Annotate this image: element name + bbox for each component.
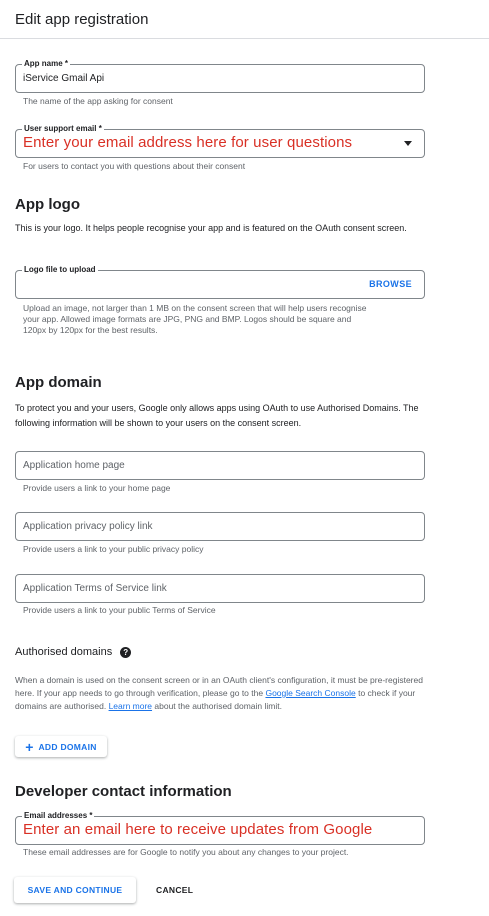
home-page-placeholder: Application home page <box>23 460 125 471</box>
home-page-input[interactable] <box>15 451 425 480</box>
app-domain-description: To protect you and your users, Google only allows apps using OAuth to use Authorised Domains. The following information will be shown to your users on the consent screen. <box>15 403 419 428</box>
app-name-field[interactable] <box>15 59 425 93</box>
developer-email-input[interactable] <box>15 811 425 845</box>
search-console-link[interactable]: Google Search Console <box>265 688 356 698</box>
save-and-continue-button[interactable] <box>14 877 136 903</box>
browse-button[interactable]: BROWSE <box>369 279 412 289</box>
terms-helper: Provide users a link to your public Terms of Service <box>23 605 216 615</box>
developer-email-label: Email addresses * <box>24 811 93 820</box>
page-header <box>0 0 489 39</box>
plus-icon: + <box>25 738 34 755</box>
home-page-helper: Provide users a link to your home page <box>23 483 171 493</box>
app-logo-title: App logo <box>15 196 80 213</box>
chevron-down-icon <box>404 141 412 146</box>
help-circle-icon[interactable]: ? <box>120 647 131 658</box>
authorised-domains-text-3: about the authorised domain limit. <box>152 701 282 711</box>
developer-email-helper: These email addresses are for Google to notify you about any changes to your project. <box>23 847 349 857</box>
terms-placeholder: Application Terms of Service link <box>23 583 167 594</box>
add-domain-label: ADD DOMAIN <box>38 741 97 752</box>
privacy-policy-input[interactable] <box>15 512 425 541</box>
support-email-label: User support email * <box>24 124 102 133</box>
app-name-helper: The name of the app asking for consent <box>23 96 173 106</box>
learn-more-link[interactable]: Learn more <box>108 701 153 711</box>
app-name-label: App name * <box>24 59 69 68</box>
support-email-annotation: Enter your email address here for user questions <box>23 134 353 151</box>
app-domain-title: App domain <box>15 374 102 391</box>
logo-file-field[interactable] <box>15 265 425 299</box>
authorised-domains-text-2: to check if your domains are authorised. <box>15 688 416 711</box>
authorised-domains-title <box>15 646 131 658</box>
developer-contact-title: Developer contact information <box>15 783 232 800</box>
cancel-button[interactable]: CANCEL <box>156 885 194 895</box>
add-domain-button[interactable] <box>15 736 107 757</box>
support-email-select[interactable] <box>15 124 425 158</box>
logo-helper: Upload an image, not larger than 1 MB on the consent screen that will help users recognise your app. Allowed image formats are JPG, PNG and BMP. Logos should be square and 120px by 120px for the best results. <box>23 303 367 335</box>
terms-input[interactable] <box>15 574 425 603</box>
page-title: Edit app registration <box>15 11 149 28</box>
app-logo-description: This is your logo. It helps people recognise your app and is featured on the OAuth consent screen. <box>15 223 407 233</box>
authorised-domains-description <box>15 674 425 713</box>
privacy-policy-helper: Provide users a link to your public privacy policy <box>23 544 204 554</box>
save-and-continue-label: SAVE AND CONTINUE <box>27 885 123 895</box>
logo-file-label: Logo file to upload <box>24 265 96 274</box>
support-email-helper: For users to contact you with questions about their consent <box>23 161 246 171</box>
app-name-value: iService Gmail Api <box>23 73 105 84</box>
privacy-policy-placeholder: Application privacy policy link <box>23 521 153 532</box>
developer-email-annotation: Enter an email here to receive updates from Google <box>23 821 373 838</box>
authorised-domains-text-1: When a domain is used on the consent screen or in an OAuth client's configuration, it must be pre-registered here. If your app needs to go through verification, please go to the <box>15 675 423 698</box>
authorised-domains-label: Authorised domains <box>15 646 113 658</box>
